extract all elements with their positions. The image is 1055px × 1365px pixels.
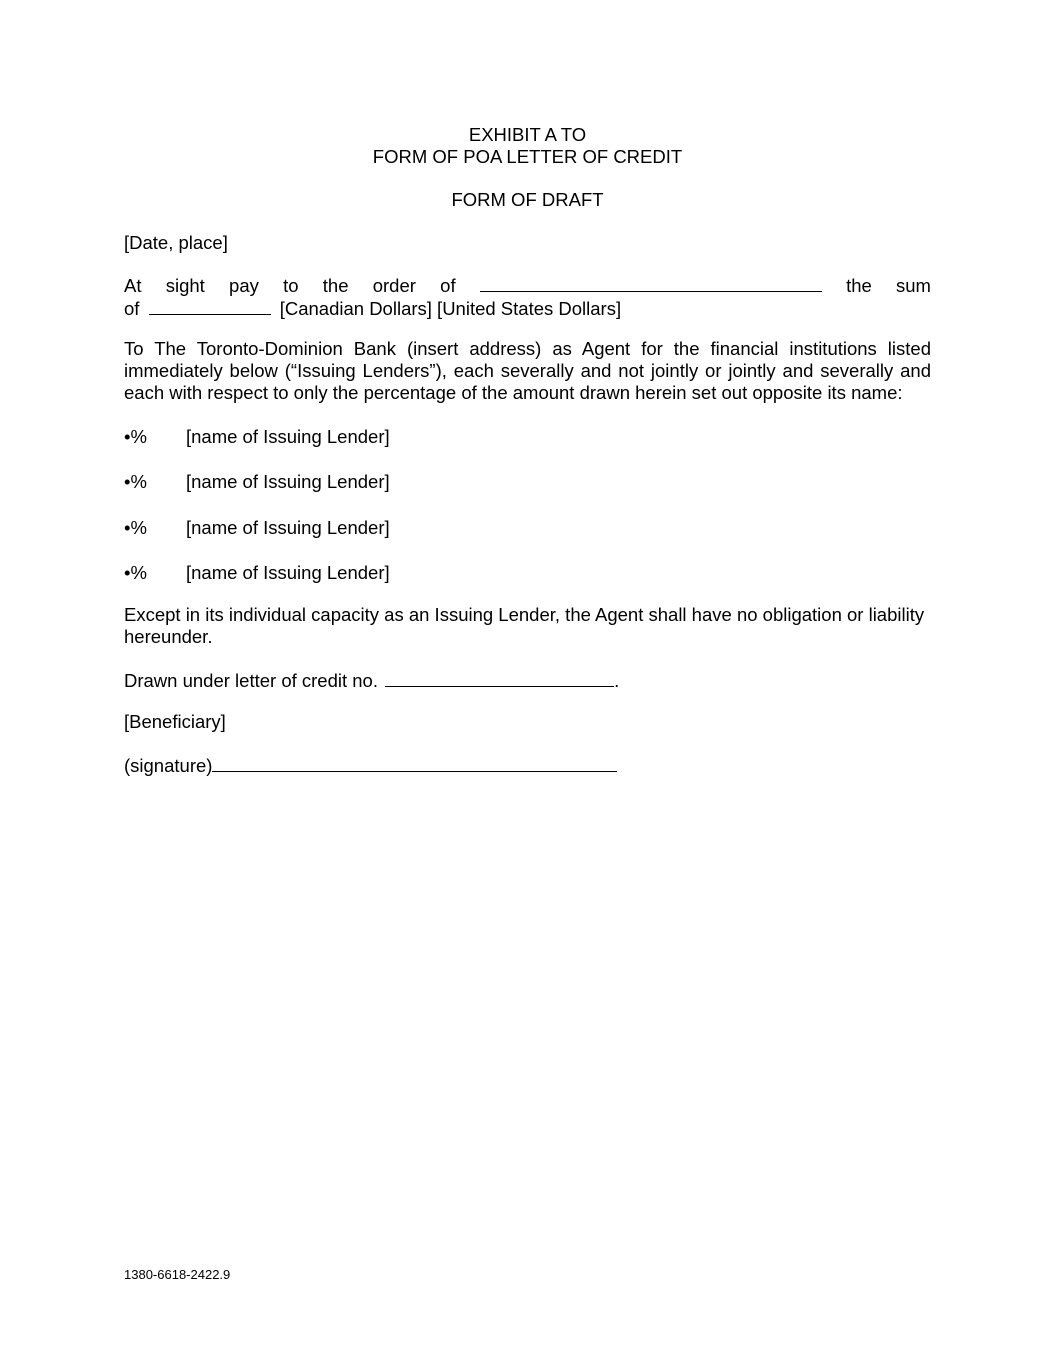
order-word: to xyxy=(283,275,299,296)
order-word: order xyxy=(372,275,416,296)
payee-blank xyxy=(480,274,822,292)
except-paragraph: Except in its individual capacity as an Issuing Lender, the Agent shall have no obligation or liability hereunder. xyxy=(124,604,925,647)
order-word: pay xyxy=(229,275,259,296)
amount-blank xyxy=(149,297,271,315)
drawn-line xyxy=(124,669,619,692)
lender-name: [name of Issuing Lender] xyxy=(186,517,390,538)
form-title: FORM OF POA LETTER OF CREDIT xyxy=(372,146,683,167)
drawn-label: Drawn under letter of credit no. xyxy=(124,670,378,691)
signature-line xyxy=(124,754,617,777)
agent-paragraph: To The Toronto-Dominion Bank (insert address) as Agent for the financial institutions listed immediately below (“Issuing Lenders”), each severally and not jointly or jointly and severally and each with respect to only the percentage of the amount drawn herein set out opposite its name: xyxy=(124,338,931,403)
credit-number-blank xyxy=(385,669,614,687)
order-paragraph xyxy=(124,274,931,320)
lender-row xyxy=(124,562,390,584)
order-line-2 xyxy=(124,297,931,320)
percentage-placeholder: •% xyxy=(124,517,147,538)
order-word: of xyxy=(440,275,456,296)
lender-row xyxy=(124,517,390,539)
beneficiary: [Beneficiary] xyxy=(124,711,226,732)
lender-row xyxy=(124,426,390,448)
drawn-suffix: . xyxy=(614,670,620,691)
signature-label: (signature) xyxy=(124,755,213,776)
order-word: the xyxy=(322,275,349,296)
order-word: sight xyxy=(165,275,205,296)
lender-name: [name of Issuing Lender] xyxy=(186,471,390,492)
date-place: [Date, place] xyxy=(124,232,228,253)
currency-options: [Canadian Dollars] [United States Dollars] xyxy=(279,298,622,319)
order-word: At xyxy=(124,275,142,296)
exhibit-title: EXHIBIT A TO xyxy=(468,124,587,145)
order-word: sum xyxy=(896,275,931,296)
percentage-placeholder: •% xyxy=(124,426,147,447)
lender-name: [name of Issuing Lender] xyxy=(186,426,390,447)
percentage-placeholder: •% xyxy=(124,562,147,583)
document-code: 1380-6618-2422.9 xyxy=(124,1267,231,1282)
signature-blank xyxy=(212,754,617,772)
draft-subtitle: FORM OF DRAFT xyxy=(451,189,604,210)
percentage-placeholder: •% xyxy=(124,471,147,492)
lender-row xyxy=(124,471,390,493)
lender-name: [name of Issuing Lender] xyxy=(186,562,390,583)
order-word: the xyxy=(846,275,872,296)
order-line-1 xyxy=(124,274,931,297)
order-word: of xyxy=(124,298,140,319)
